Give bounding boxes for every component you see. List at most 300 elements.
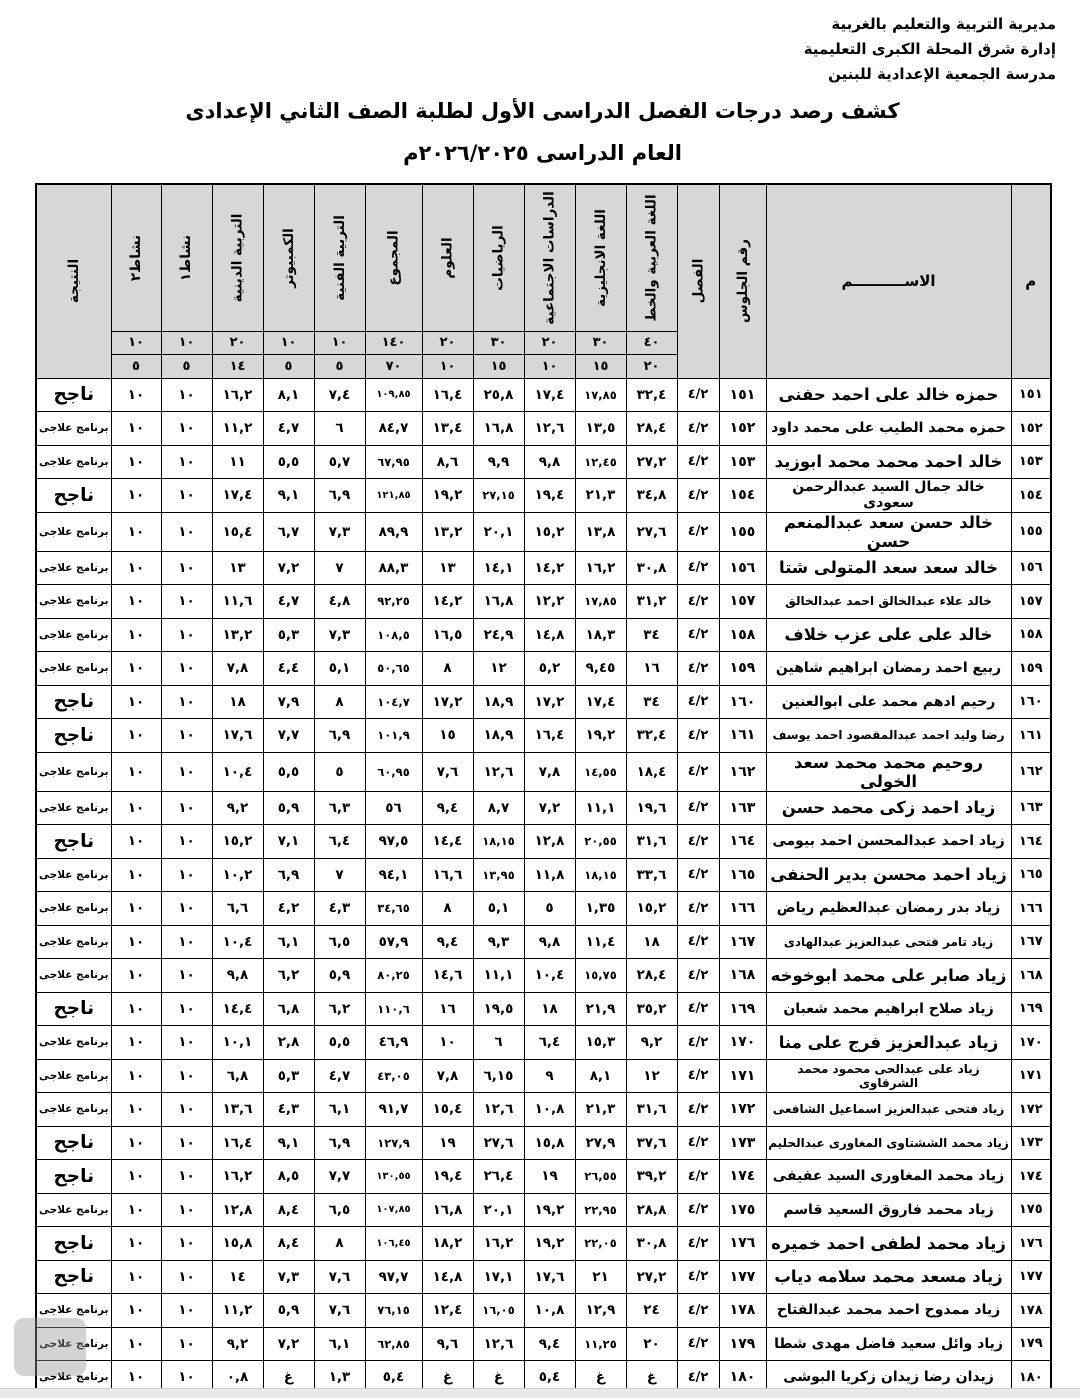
student-row <box>36 752 1051 791</box>
cell-class: ٤/٢ <box>677 959 719 993</box>
cell-art: ٦,٥ <box>314 925 365 959</box>
cell-name: زيدان رضا زيدان زكريا البوشى <box>766 1361 1011 1395</box>
cell-activity1: ١٠ <box>161 1160 212 1194</box>
cell-total: ٤٣,٠٥ <box>365 1059 422 1093</box>
cell-arabic: غ <box>626 1361 677 1395</box>
cell-arabic: ٣١,٦ <box>626 825 677 859</box>
cell-seat: ١٥٧ <box>719 585 766 619</box>
pass-religion: ١٤ <box>212 354 263 378</box>
pass-english: ١٥ <box>575 354 626 378</box>
cell-religion: ٠,٨ <box>212 1361 263 1395</box>
cell-activity2: ١٠ <box>111 1294 161 1328</box>
cell-social: ١٢,٢ <box>524 585 575 619</box>
col-header-class: الفصل <box>677 184 719 378</box>
cell-total: ١٠٤,٧ <box>365 685 422 719</box>
cell-english: ١,٣٥ <box>575 892 626 926</box>
cell-class: ٤/٢ <box>677 378 719 412</box>
cell-science: ١٣,٤ <box>422 412 473 446</box>
cell-activity2: ١٠ <box>111 512 161 551</box>
cell-serial: ١٦٩ <box>1011 992 1051 1026</box>
max-science: ٢٠ <box>422 331 473 354</box>
cell-computer: ٥,٩ <box>263 791 314 825</box>
max-total: ١٤٠ <box>365 331 422 354</box>
cell-math: ٦ <box>473 1026 524 1060</box>
cell-computer: ٤,٤ <box>263 652 314 686</box>
student-row <box>36 825 1051 859</box>
cell-seat: ١٧١ <box>719 1059 766 1093</box>
student-row <box>36 1126 1051 1160</box>
cell-religion: ٩,٨ <box>212 959 263 993</box>
cell-result: برنامج علاجى <box>36 1327 111 1361</box>
cell-arabic: ٣١,٢ <box>626 585 677 619</box>
col-header-computer: الكمبيوتر <box>263 184 314 331</box>
col-header-total: المجموع <box>365 184 422 331</box>
cell-computer: غ <box>263 1361 314 1395</box>
cell-result: برنامج علاجى <box>36 585 111 619</box>
cell-serial: ١٦٢ <box>1011 752 1051 791</box>
cell-seat: ١٧٤ <box>719 1160 766 1194</box>
student-row <box>36 445 1051 479</box>
cell-science: ١٦,٥ <box>422 618 473 652</box>
cell-serial: ١٧٠ <box>1011 1026 1051 1060</box>
cell-computer: ٨,٥ <box>263 1160 314 1194</box>
cell-science: ١٣ <box>422 551 473 585</box>
cell-social: ١٠,٨ <box>524 1093 575 1127</box>
cell-activity1: ١٠ <box>161 925 212 959</box>
cell-english: ٢١,٣ <box>575 479 626 513</box>
cell-result: ناجح <box>36 719 111 753</box>
cell-math: ١٢ <box>473 652 524 686</box>
cell-activity2: ١٠ <box>111 445 161 479</box>
cell-class: ٤/٢ <box>677 892 719 926</box>
cell-math: ١٩,٥ <box>473 992 524 1026</box>
cell-activity2: ١٠ <box>111 791 161 825</box>
cell-math: ٢٥,٨ <box>473 378 524 412</box>
cell-seat: ١٥٥ <box>719 512 766 551</box>
cell-arabic: ٣٩,٢ <box>626 1160 677 1194</box>
student-row <box>36 858 1051 892</box>
cell-name: زياد على عبدالحى محمود محمد الشرقاوى <box>766 1059 1011 1093</box>
cell-total: ١٢١,٨٥ <box>365 479 422 513</box>
cell-art: ٧,٣ <box>314 618 365 652</box>
cell-arabic: ٣٢,٤ <box>626 378 677 412</box>
cell-english: ٢٧,٩ <box>575 1126 626 1160</box>
cell-religion: ١٤ <box>212 1260 263 1294</box>
cell-activity1: ١٠ <box>161 412 212 446</box>
cell-art: ٦,١ <box>314 1093 365 1127</box>
cell-result: برنامج علاجى <box>36 752 111 791</box>
cell-class: ٤/٢ <box>677 1059 719 1093</box>
col-header-result: النتيجة <box>36 184 111 378</box>
cell-result: برنامج علاجى <box>36 652 111 686</box>
cell-art: ٤,٨ <box>314 585 365 619</box>
cell-art: ٦,٩ <box>314 719 365 753</box>
cell-total: ١٠٦,٤٥ <box>365 1227 422 1261</box>
cell-computer: ٦,٩ <box>263 858 314 892</box>
student-row <box>36 512 1051 551</box>
cell-activity1: ١٠ <box>161 825 212 859</box>
cell-computer: ٧,٩ <box>263 685 314 719</box>
cell-math: ١٢,٦ <box>473 1093 524 1127</box>
cell-serial: ١٦٣ <box>1011 791 1051 825</box>
cell-name: زياد تامر فتحى عبدالعزيز عبدالهادى <box>766 925 1011 959</box>
cell-activity2: ١٠ <box>111 1093 161 1127</box>
cell-religion: ١٠,٤ <box>212 925 263 959</box>
cell-name: زياد ممدوح احمد محمد عبدالفتاح <box>766 1294 1011 1328</box>
cell-activity2: ١٠ <box>111 551 161 585</box>
cell-activity2: ١٠ <box>111 1260 161 1294</box>
pass-total: ٧٠ <box>365 354 422 378</box>
cell-result: ناجح <box>36 479 111 513</box>
cell-result: ناجح <box>36 825 111 859</box>
student-row <box>36 719 1051 753</box>
pass-social: ١٠ <box>524 354 575 378</box>
cell-computer: ٨,١ <box>263 378 314 412</box>
cell-seat: ١٧٥ <box>719 1193 766 1227</box>
cell-art: ٦,٤ <box>314 825 365 859</box>
cell-english: ١٧,٨٥ <box>575 378 626 412</box>
student-row <box>36 1160 1051 1194</box>
student-row <box>36 618 1051 652</box>
cell-activity1: ١٠ <box>161 719 212 753</box>
pass-arabic: ٢٠ <box>626 354 677 378</box>
cell-religion: ١٥,٨ <box>212 1227 263 1261</box>
cell-total: ٤٦,٩ <box>365 1026 422 1060</box>
cell-name: زياد بدر رمضان عبدالعظيم رياض <box>766 892 1011 926</box>
cell-religion: ٦,٨ <box>212 1059 263 1093</box>
cell-social: ١٢,٦ <box>524 412 575 446</box>
cell-activity2: ١٠ <box>111 892 161 926</box>
cell-seat: ١٦٦ <box>719 892 766 926</box>
cell-science: ١٤,٤ <box>422 825 473 859</box>
cell-seat: ١٦٩ <box>719 992 766 1026</box>
cell-religion: ١٥,٤ <box>212 512 263 551</box>
cell-total: ٣٤,٦٥ <box>365 892 422 926</box>
floating-overlay-button <box>14 1318 86 1376</box>
cell-english: ٨,١ <box>575 1059 626 1093</box>
cell-arabic: ٢٤ <box>626 1294 677 1328</box>
col-header-serial: م <box>1011 184 1051 378</box>
cell-arabic: ١٥,٢ <box>626 892 677 926</box>
cell-activity2: ١٠ <box>111 1361 161 1395</box>
cell-arabic: ١٢ <box>626 1059 677 1093</box>
cell-activity2: ١٠ <box>111 1026 161 1060</box>
cell-science: ١٦ <box>422 992 473 1026</box>
cell-english: ١٧,٤ <box>575 685 626 719</box>
cell-science: ١٠ <box>422 1026 473 1060</box>
cell-total: ١٠٧,٨٥ <box>365 1193 422 1227</box>
cell-arabic: ٣٢,٤ <box>626 719 677 753</box>
pass-activity1: ٥ <box>161 354 212 378</box>
cell-social: ١٧,٢ <box>524 685 575 719</box>
cell-arabic: ٣٥,٢ <box>626 992 677 1026</box>
cell-result: ناجح <box>36 1260 111 1294</box>
cell-english: ١٢,٩ <box>575 1294 626 1328</box>
cell-math: ١١,١ <box>473 959 524 993</box>
cell-arabic: ٢٧,٢ <box>626 1260 677 1294</box>
max-social: ٢٠ <box>524 331 575 354</box>
cell-name: ربيع احمد رمضان ابراهيم شاهين <box>766 652 1011 686</box>
cell-art: ٦,٢ <box>314 992 365 1026</box>
cell-social: ٥,٤ <box>524 1361 575 1395</box>
cell-art: ٧,٣ <box>314 512 365 551</box>
cell-result: ناجح <box>36 378 111 412</box>
cell-total: ٦٧,٩٥ <box>365 445 422 479</box>
cell-name: حمزه خالد على احمد حفنى <box>766 378 1011 412</box>
cell-art: ٦,٥ <box>314 1193 365 1227</box>
cell-science: ٩,٦ <box>422 1327 473 1361</box>
cell-english: ٢١,٩ <box>575 992 626 1026</box>
cell-name: خالد سعد سعد المتولى شتا <box>766 551 1011 585</box>
cell-art: ٨ <box>314 1227 365 1261</box>
cell-activity1: ١٠ <box>161 1059 212 1093</box>
cell-math: ٦,١٥ <box>473 1059 524 1093</box>
cell-serial: ١٧٩ <box>1011 1327 1051 1361</box>
cell-science: ١٩,٢ <box>422 479 473 513</box>
cell-art: ١,٣ <box>314 1361 365 1395</box>
cell-science: ١٥ <box>422 719 473 753</box>
cell-english: ١٩,٢ <box>575 719 626 753</box>
cell-social: ١٠,٨ <box>524 1294 575 1328</box>
cell-math: ١٢,٦ <box>473 1327 524 1361</box>
cell-total: ٨٠,٢٥ <box>365 959 422 993</box>
cell-english: ١٨,١٥ <box>575 858 626 892</box>
cell-activity1: ١٠ <box>161 1093 212 1127</box>
cell-activity2: ١٠ <box>111 479 161 513</box>
cell-religion: ١٦,٢ <box>212 1160 263 1194</box>
cell-arabic: ٢٠ <box>626 1327 677 1361</box>
cell-serial: ١٥٢ <box>1011 412 1051 446</box>
cell-art: ٥,٥ <box>314 1026 365 1060</box>
cell-math: ١٤,١ <box>473 551 524 585</box>
cell-religion: ١٦,٢ <box>212 378 263 412</box>
cell-computer: ٥,٣ <box>263 1059 314 1093</box>
cell-name: خالد على على عزب خلاف <box>766 618 1011 652</box>
cell-social: ٧,٢ <box>524 791 575 825</box>
cell-activity2: ١٠ <box>111 1126 161 1160</box>
cell-arabic: ٢٨,٨ <box>626 1193 677 1227</box>
cell-science: ٨,٦ <box>422 445 473 479</box>
student-row <box>36 925 1051 959</box>
cell-arabic: ٣٠,٨ <box>626 1227 677 1261</box>
cell-result: ناجح <box>36 1126 111 1160</box>
cell-serial: ١٥٩ <box>1011 652 1051 686</box>
cell-result: برنامج علاجى <box>36 892 111 926</box>
cell-arabic: ٢٧,٢ <box>626 445 677 479</box>
cell-english: ٢١ <box>575 1260 626 1294</box>
cell-art: ٤,٣ <box>314 892 365 926</box>
cell-social: ١٩ <box>524 1160 575 1194</box>
cell-english: ٢٦,٥٥ <box>575 1160 626 1194</box>
cell-result: برنامج علاجى <box>36 858 111 892</box>
student-row <box>36 1260 1051 1294</box>
pass-computer: ٥ <box>263 354 314 378</box>
pass-art: ٥ <box>314 354 365 378</box>
cell-religion: ٩,٢ <box>212 791 263 825</box>
cell-science: ١٦,٦ <box>422 858 473 892</box>
cell-social: ١٨ <box>524 992 575 1026</box>
cell-class: ٤/٢ <box>677 1160 719 1194</box>
cell-art: ٥,٧ <box>314 445 365 479</box>
cell-religion: ١١,٦ <box>212 585 263 619</box>
cell-class: ٤/٢ <box>677 1361 719 1395</box>
cell-name: زياد صلاح ابراهيم محمد شعبان <box>766 992 1011 1026</box>
cell-serial: ١٧٧ <box>1011 1260 1051 1294</box>
cell-activity2: ١٠ <box>111 1227 161 1261</box>
cell-social: ٥,٢ <box>524 652 575 686</box>
cell-total: ١٢٧,٩ <box>365 1126 422 1160</box>
cell-seat: ١٨٠ <box>719 1361 766 1395</box>
cell-math: ١٦,٢ <box>473 1227 524 1261</box>
cell-total: ٥٧,٩ <box>365 925 422 959</box>
cell-class: ٤/٢ <box>677 858 719 892</box>
cell-activity1: ١٠ <box>161 1327 212 1361</box>
cell-name: حمزه محمد الطيب على محمد داود <box>766 412 1011 446</box>
student-row <box>36 892 1051 926</box>
cell-name: رضا وليد احمد عبدالمقصود احمد يوسف <box>766 719 1011 753</box>
cell-seat: ١٧٧ <box>719 1260 766 1294</box>
cell-class: ٤/٢ <box>677 585 719 619</box>
cell-english: ١٥,٣ <box>575 1026 626 1060</box>
cell-english: ١٢,٤٥ <box>575 445 626 479</box>
cell-computer: ٦,٨ <box>263 992 314 1026</box>
col-header-seat: رقم الجلوس <box>719 184 766 378</box>
cell-name: زياد مسعد محمد سلامه دياب <box>766 1260 1011 1294</box>
cell-serial: ١٥٤ <box>1011 479 1051 513</box>
cell-name: زياد عبدالعزيز فرج على منا <box>766 1026 1011 1060</box>
cell-activity2: ١٠ <box>111 1059 161 1093</box>
cell-name: زياد محمد الششتاوى المغاورى عبدالحليم <box>766 1126 1011 1160</box>
cell-seat: ١٦١ <box>719 719 766 753</box>
cell-social: ١٩,٢ <box>524 1193 575 1227</box>
cell-art: ٦,٩ <box>314 479 365 513</box>
student-row <box>36 1093 1051 1127</box>
cell-seat: ١٥٨ <box>719 618 766 652</box>
cell-computer: ٦,٢ <box>263 959 314 993</box>
cell-science: ٧,٨ <box>422 1059 473 1093</box>
cell-class: ٤/٢ <box>677 479 719 513</box>
cell-seat: ١٧٢ <box>719 1093 766 1127</box>
cell-seat: ١٥٤ <box>719 479 766 513</box>
cell-science: ١٦,٤ <box>422 378 473 412</box>
cell-art: ٧,٤ <box>314 378 365 412</box>
cell-social: ١٩,٢ <box>524 1227 575 1261</box>
report-subtitle: العام الدراسى ٢٠٢٦/٢٠٢٥م <box>403 141 682 165</box>
cell-activity1: ١٠ <box>161 959 212 993</box>
cell-math: ٩,٣ <box>473 925 524 959</box>
cell-computer: ٦,٧ <box>263 512 314 551</box>
cell-seat: ١٧٩ <box>719 1327 766 1361</box>
cell-serial: ١٧٤ <box>1011 1160 1051 1194</box>
student-row <box>36 652 1051 686</box>
cell-seat: ١٧٦ <box>719 1227 766 1261</box>
cell-name: خالد احمد محمد محمد ابوزيد <box>766 445 1011 479</box>
cell-result: ناجح <box>36 1160 111 1194</box>
cell-serial: ١٦٧ <box>1011 925 1051 959</box>
cell-religion: ١١,٢ <box>212 412 263 446</box>
grades-table-header <box>36 184 1051 378</box>
cell-computer: ٤,٧ <box>263 585 314 619</box>
cell-class: ٤/٢ <box>677 1093 719 1127</box>
cell-seat: ١٦٨ <box>719 959 766 993</box>
cell-seat: ١٧٠ <box>719 1026 766 1060</box>
cell-serial: ١٥٨ <box>1011 618 1051 652</box>
cell-social: ٩,٨ <box>524 445 575 479</box>
col-header-activity2: نشاط٢ <box>111 184 161 331</box>
cell-total: ٩١,٧ <box>365 1093 422 1127</box>
cell-total: ٩٧,٥ <box>365 825 422 859</box>
col-header-arabic: اللغة العربية والخط <box>626 184 677 331</box>
cell-result: برنامج علاجى <box>36 959 111 993</box>
cell-activity1: ١٠ <box>161 1361 212 1395</box>
cell-science: ٨ <box>422 652 473 686</box>
cell-religion: ١٤,٤ <box>212 992 263 1026</box>
student-row <box>36 992 1051 1026</box>
cell-social: ٩ <box>524 1059 575 1093</box>
cell-seat: ١٥٢ <box>719 412 766 446</box>
cell-religion: ١١ <box>212 445 263 479</box>
cell-activity2: ١٠ <box>111 752 161 791</box>
student-row <box>36 1059 1051 1093</box>
pass-science: ١٠ <box>422 354 473 378</box>
cell-social: ١٧,٤ <box>524 378 575 412</box>
cell-computer: ٢,٨ <box>263 1026 314 1060</box>
col-header-name: الاســــــــــم <box>766 184 1011 378</box>
cell-art: ٧,٧ <box>314 1160 365 1194</box>
cell-name: زياد احمد زكى محمد حسن <box>766 791 1011 825</box>
cell-social: ٦,٤ <box>524 1026 575 1060</box>
cell-name: زياد فتحى عبدالعزيز اسماعيل الشافعى <box>766 1093 1011 1127</box>
cell-result: برنامج علاجى <box>36 445 111 479</box>
cell-art: ٥ <box>314 752 365 791</box>
cell-science: ١٤,٨ <box>422 1260 473 1294</box>
cell-name: روحيم محمد محمد سعد الخولى <box>766 752 1011 791</box>
cell-arabic: ٢٧,٦ <box>626 512 677 551</box>
cell-arabic: ١٨ <box>626 925 677 959</box>
cell-activity2: ١٠ <box>111 618 161 652</box>
org-line-administration: إدارة شرق المحلة الكبرى التعليمية <box>803 40 1056 58</box>
cell-class: ٤/٢ <box>677 1026 719 1060</box>
cell-total: ٧٦,١٥ <box>365 1294 422 1328</box>
cell-computer: ٧,٢ <box>263 1327 314 1361</box>
cell-science: ١٦,٨ <box>422 1193 473 1227</box>
student-row <box>36 791 1051 825</box>
cell-math: ١٦,٠٥ <box>473 1294 524 1328</box>
cell-social: ١٢,٨ <box>524 825 575 859</box>
max-activity2: ١٠ <box>111 331 161 354</box>
cell-serial: ١٧٥ <box>1011 1193 1051 1227</box>
cell-total: ١٠٨,٥ <box>365 618 422 652</box>
cell-science: ٩,٤ <box>422 925 473 959</box>
cell-activity1: ١٠ <box>161 1026 212 1060</box>
cell-total: ١٣٠,٥٥ <box>365 1160 422 1194</box>
cell-computer: ٩,١ <box>263 479 314 513</box>
cell-class: ٤/٢ <box>677 752 719 791</box>
cell-result: برنامج علاجى <box>36 412 111 446</box>
cell-religion: ١٧,٤ <box>212 479 263 513</box>
cell-name: زياد وائل سعيد فاضل مهدى شطا <box>766 1327 1011 1361</box>
cell-art: ٦,٩ <box>314 1126 365 1160</box>
cell-math: ٢٠,١ <box>473 1193 524 1227</box>
cell-english: ١١,٢٥ <box>575 1327 626 1361</box>
student-row <box>36 585 1051 619</box>
cell-activity2: ١٠ <box>111 1193 161 1227</box>
cell-class: ٤/٢ <box>677 1327 719 1361</box>
cell-serial: ١٦٥ <box>1011 858 1051 892</box>
cell-activity1: ١٠ <box>161 1227 212 1261</box>
cell-social: ١٤,٢ <box>524 551 575 585</box>
cell-total: ١١٠,٦ <box>365 992 422 1026</box>
